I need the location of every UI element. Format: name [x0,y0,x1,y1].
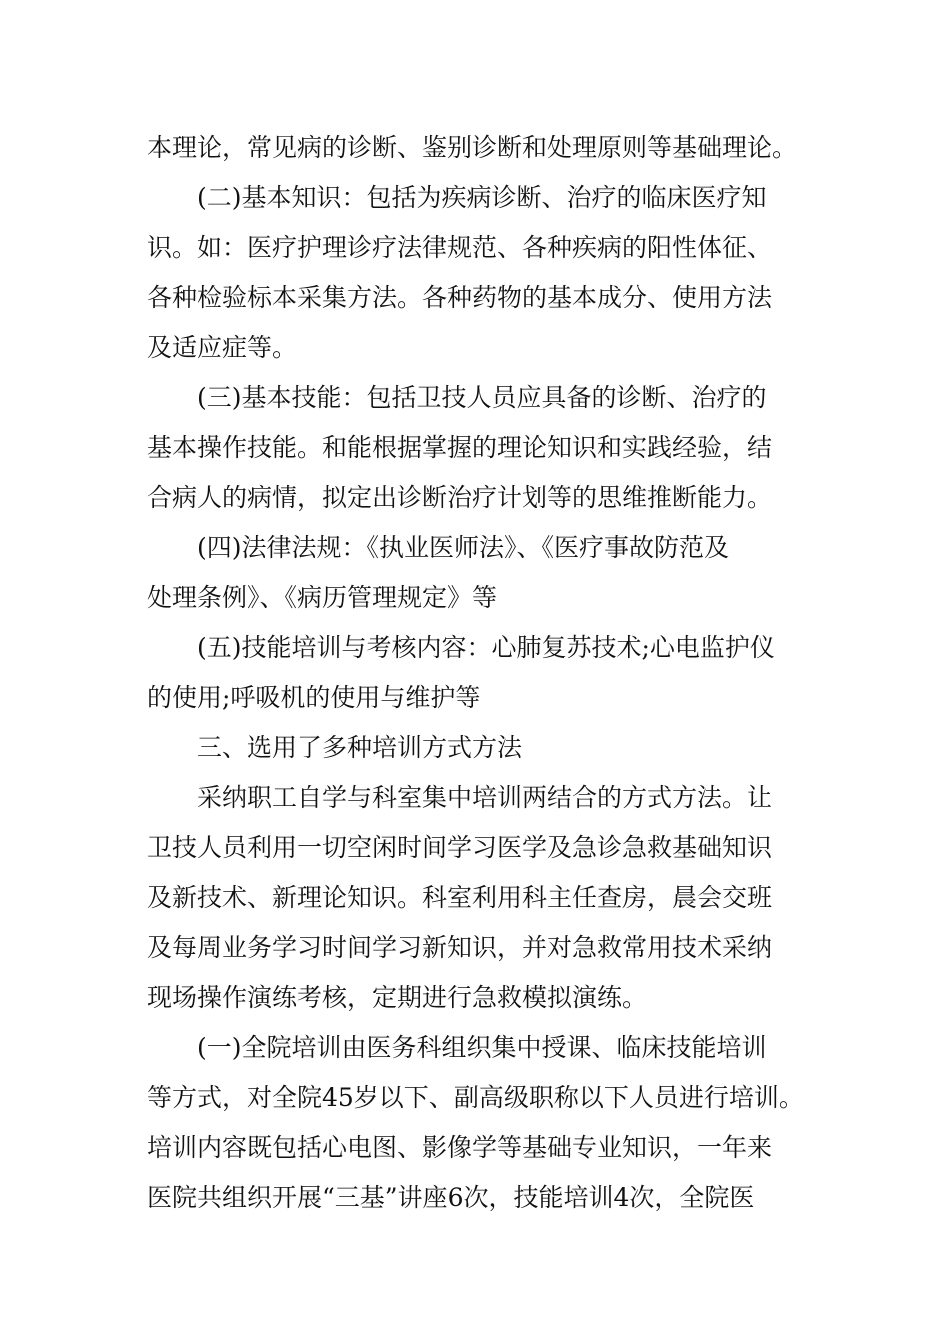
text-line: 处理条例》、《病历管理规定》等 [147,583,498,612]
section-heading: 三、选用了多种培训方式方法 [197,733,523,762]
text-line: 采纳职工自学与科室集中培训两结合的方式方法。让 [197,783,773,812]
text-line: 本理论，常见病的诊断、鉴别诊断和处理原则等基础理论。 [147,133,798,162]
text-line: 医院共组织开展“三基”讲座6次，技能培训4次，全院医 [147,1183,755,1212]
text-line: 各种检验标本采集方法。各种药物的基本成分、使用方法 [147,283,773,312]
text-line: (四)法律法规：《执业医师法》、《医疗事故防范及 [197,533,730,562]
text-line: (三)基本技能：包括卫技人员应具备的诊断、治疗的 [197,383,767,412]
text-line: (一)全院培训由医务科组织集中授课、临床技能培训 [197,1033,767,1062]
text-line: 卫技人员利用一切空闲时间学习医学及急诊急救基础知识 [147,833,773,862]
text-line: 及适应症等。 [147,333,298,362]
text-line: (二)基本知识：包括为疾病诊断、治疗的临床医疗知 [197,183,767,212]
text-line: 识。如：医疗护理诊疗法律规范、各种疾病的阳性体征、 [147,233,773,262]
text-line: 的使用;呼吸机的使用与维护等 [147,683,481,712]
text-line: 合病人的病情，拟定出诊断治疗计划等的思维推断能力。 [147,483,773,512]
text-line: 及每周业务学习时间学习新知识，并对急救常用技术采纳 [147,933,773,962]
text-line: 及新技术、新理论知识。科室利用科主任查房，晨会交班 [147,883,773,912]
text-line: (五)技能培训与考核内容：心肺复苏技术;心电监护仪 [197,633,775,662]
text-line: 培训内容既包括心电图、影像学等基础专业知识，一年来 [147,1133,773,1162]
text-line: 现场操作演练考核，定期进行急救模拟演练。 [147,983,648,1012]
text-line: 基本操作技能。和能根据掌握的理论知识和实践经验，结 [147,433,773,462]
text-line: 等方式，对全院45岁以下、副高级职称以下人员进行培训。 [147,1083,804,1112]
